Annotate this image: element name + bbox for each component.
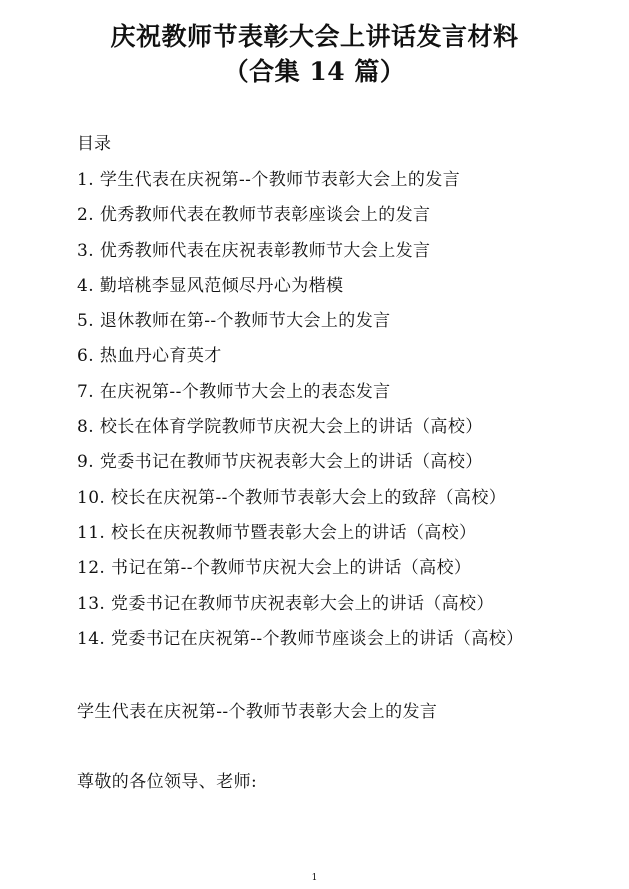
- toc-item: 3. 优秀教师代表在庆祝表彰教师节大会上发言: [77, 240, 431, 261]
- toc-item: 1. 学生代表在庆祝第--个教师节表彰大会上的发言: [77, 170, 461, 190]
- toc-item: 4. 勤培桃李显风范倾尽丹心为楷模: [77, 275, 344, 296]
- toc-item: 9. 党委书记在教师节庆祝表彰大会上的讲话（高校）: [77, 452, 483, 473]
- table-of-contents: [77, 168, 524, 662]
- toc-heading: 目录: [77, 134, 111, 154]
- document-title-line1: 庆祝教师节表彰大会上讲话发言材料: [110, 22, 519, 51]
- toc-item: 11. 校长在庆祝教师节暨表彰大会上的讲话（高校）: [77, 522, 477, 543]
- toc-item: 12. 书记在第--个教师节庆祝大会上的讲话（高校）: [77, 558, 472, 579]
- toc-item: 7. 在庆祝第--个教师节大会上的表态发言: [77, 381, 391, 402]
- toc-item: 6. 热血丹心育英才: [77, 346, 222, 367]
- toc-item: 5. 退休教师在第--个教师节大会上的发言: [77, 311, 391, 332]
- toc-item: 8. 校长在体育学院教师节庆祝大会上的讲话（高校）: [77, 417, 483, 438]
- toc-item: 10. 校长在庆祝第--个教师节表彰大会上的致辞（高校）: [77, 487, 507, 508]
- toc-item: 14. 党委书记在庆祝第--个教师节座谈会上的讲话（高校）: [77, 628, 524, 649]
- greeting-text: 尊敬的各位领导、老师:: [77, 772, 258, 792]
- toc-item: 13. 党委书记在教师节庆祝表彰大会上的讲话（高校）: [77, 593, 494, 614]
- toc-item: 2. 优秀教师代表在教师节表彰座谈会上的发言: [77, 205, 431, 226]
- section-title: 学生代表在庆祝第--个教师节表彰大会上的发言: [77, 702, 438, 722]
- page-number: 1: [311, 873, 318, 883]
- document-title-line2: （合集 14 篇）: [223, 57, 406, 86]
